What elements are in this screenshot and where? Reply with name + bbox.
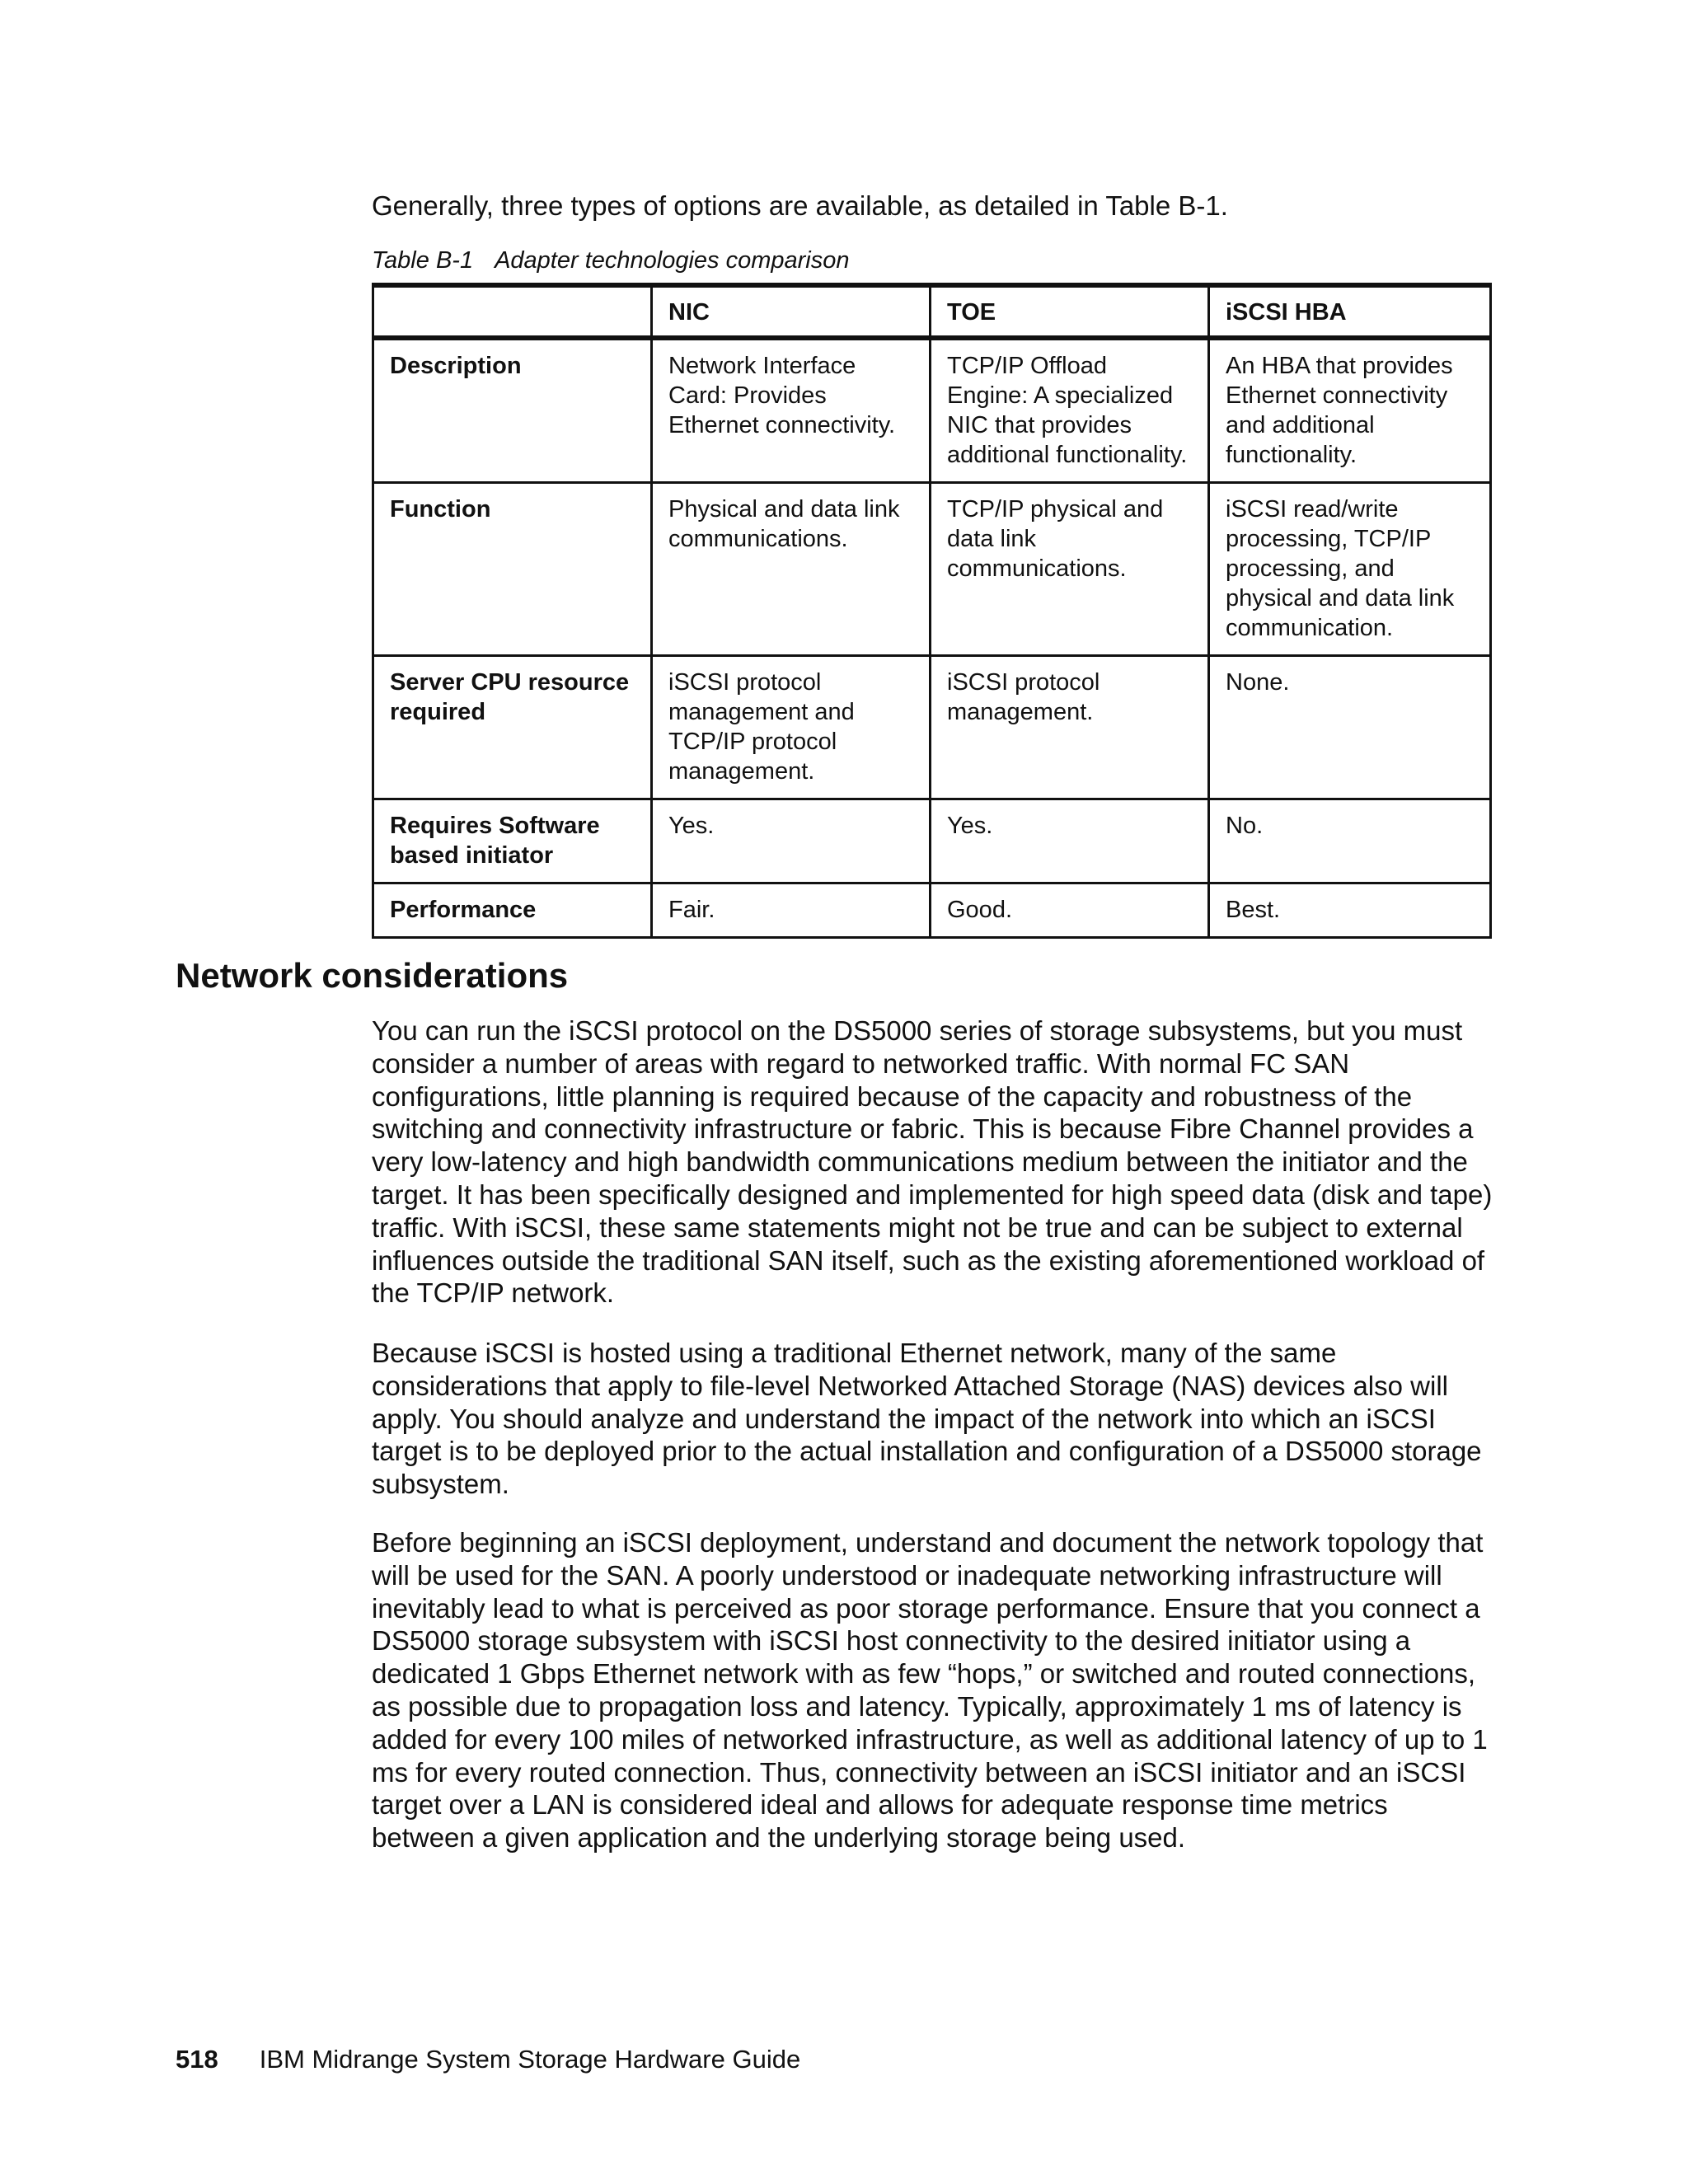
table-cell: TCP/IP Offload Engine: A specialized NIC that provides additional functionality. [931,338,1209,483]
table-caption-number: Table B-1 [372,247,474,274]
header-cell-empty [373,285,652,338]
section-heading: Network considerations [176,956,569,995]
table-row [373,799,1491,883]
table-cell: iSCSI read/write processing, TCP/IP processing, and physical and data link communication. [1209,483,1491,656]
row-header-description: Description [373,338,652,483]
comparison-table [372,283,1492,939]
row-header-software-initiator: Requires Software based initiator [373,799,652,883]
table-cell: iSCSI protocol management and TCP/IP protocol management. [652,656,931,799]
table-cell: An HBA that provides Ethernet connectivity and additional functionality. [1209,338,1491,483]
table-header-row [373,285,1491,338]
table-row [373,483,1491,656]
header-cell-iscsi-hba: iSCSI HBA [1209,285,1491,338]
table-row [373,338,1491,483]
table-caption-title: Adapter technologies comparison [495,247,850,274]
table-caption [372,247,850,274]
header-cell-toe: TOE [931,285,1209,338]
table-cell: No. [1209,799,1491,883]
table-cell: Yes. [652,799,931,883]
table-row [373,883,1491,938]
table-row [373,656,1491,799]
table-cell: iSCSI protocol management. [931,656,1209,799]
table-cell: None. [1209,656,1491,799]
table-cell: Yes. [931,799,1209,883]
body-paragraph: Before beginning an iSCSI deployment, understand and document the network topology that will be used for the SAN. A poorly understood or inadequate networking infrastructure will inevitably lead to what is perceived as poor storage performance. Ensure that you connect a DS5000 storage subsystem with iSCSI host connectivity to the desired initiator using a dedicated 1 Gbps Ethernet network with as few “hops,” or switched and routed connections, as possible due to propagation loss and latency. Typically, approximately 1 ms of latency is added for every 100 miles of networked infrastructure, as well as additional latency of up to 1 ms for every routed connection. Thus, connectivity between an iSCSI initiator and an iSCSI target over a LAN is considered ideal and allows for adequate response time metrics between a given application and the underlying storage being used. [372,1527,1488,1854]
row-header-function: Function [373,483,652,656]
table-cell: Fair. [652,883,931,938]
table-cell: Good. [931,883,1209,938]
body-paragraph: You can run the iSCSI protocol on the DS5000 series of storage subsystems, but you must consider a number of areas with regard to networked traffic. With normal FC SAN configurations, little planning is required because of the capacity and robustness of the switching and connectivity infrastructure or fabric. This is because Fibre Channel provides a very low-latency and high bandwidth communications medium between the initiator and the target. It has been specifically designed and implemented for high speed data (disk and tape) traffic. With iSCSI, these same statements might not be true and can be subject to external influences outside the traditional SAN itself, such as the existing aforementioned workload of the TCP/IP network. [372,1015,1493,1309]
page-number: 518 [176,2045,218,2074]
row-header-performance: Performance [373,883,652,938]
table-cell: Best. [1209,883,1491,938]
table-cell: Physical and data link communications. [652,483,931,656]
table-cell: Network Interface Card: Provides Ethernet connectivity. [652,338,931,483]
page-footer [176,2045,800,2074]
body-paragraph: Because iSCSI is hosted using a traditional Ethernet network, many of the same considerations that apply to file-level Networked Attached Storage (NAS) devices also will apply. You should analyze and understand the impact of the network into which an iSCSI target is to be deployed prior to the actual installation and configuration of a DS5000 storage subsystem. [372,1338,1482,1500]
table-cell: TCP/IP physical and data link communications. [931,483,1209,656]
row-header-server-cpu: Server CPU resource required [373,656,652,799]
book-title: IBM Midrange System Storage Hardware Guide [259,2045,801,2074]
intro-text: Generally, three types of options are available, as detailed in Table B-1. [372,190,1228,221]
header-cell-nic: NIC [652,285,931,338]
